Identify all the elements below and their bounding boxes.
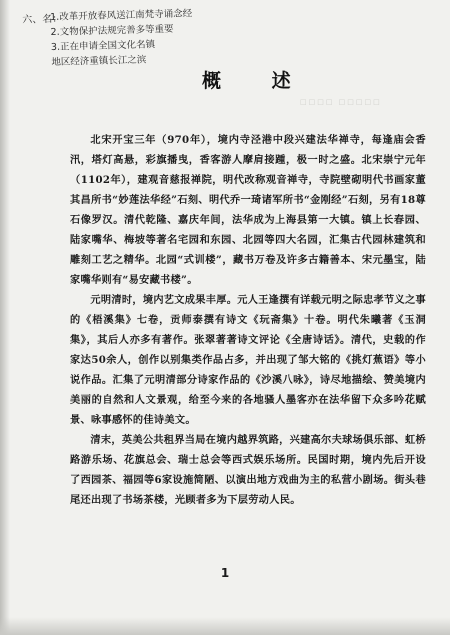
scan-edge-shadow — [0, 0, 10, 635]
handwritten-line-4: 地区经济重镇长江之滨 — [51, 54, 147, 68]
scan-bottom-shadow — [0, 617, 450, 635]
paragraph-2: 元明清时，境内艺文成果丰厚。元人王逢撰有详载元明之际忠孝节义之事的《梧溪集》七卷，贡师泰撰有诗文《玩斋集》十卷。明代朱曦著《玉洞集》，其后人亦多有著作。张翠著著诗文评论《全唐诗话》。清代，史载的作家达50余人，创作以别集类作品占多，并出现了邹大铭的《挑灯蕉语》等小说作品。汇集了元明清部分诗家作品的《沙溪八咏》，诗尽地描绘、赞美境内美丽的自然和人文景观，给至今来的各地骚人墨客亦在法华留下众多吟花赋景、咏事感怀的佳诗美文。 — [70, 294, 426, 426]
handwritten-line-2: 2.文物保护法规完善多等重要 — [50, 23, 174, 38]
page-title: 概 述 — [202, 70, 313, 92]
paragraph-1: 北宋开宝三年（970年），境内寺泾港中段兴建法华禅寺，每逢庙会香汛，塔灯高悬，彩旗播曳，香客游人摩肩接踵，极一时之盛。北宋崇宁元年（1102年），建观音慈报禅院，明代改称观音禅寺，寺院壁砌明代书画家董其昌所书“妙莲法华经”石刻、明代乔一琦诸军所书“金刚经”石刻，另有18尊石像罗汉。清代乾隆、嘉庆年间，法华成为上海县第一大镇。镇上长春园、陆家嘴华、梅坡等著名宅园和东园、北园等四大名园，汇集古代园林建筑和雕刻工艺之精华。北园“式训楼”，藏书万卷及许多古籍善本、宋元墨宝，陆家嘴华则有“易安藏书楼”。 — [70, 134, 426, 286]
paragraph-3: 清末，英美公共租界当局在境内越界筑路，兴建高尔夫球场俱乐部、虹桥路游乐场、花旗总会、瑞士总会等西式娱乐场所。民国时期，境内先后开设了西园茶、福园等6家设施简陋、以演出地方戏曲为主的私营小剧场。街头巷尾还出现了书场茶楼，光顾者多为下层劳动人民。 — [70, 434, 426, 506]
handwritten-line-1: 1.改革开放春风送江南梵寺诵念经 — [50, 8, 193, 23]
handwritten-tag: 六、名： — [22, 13, 63, 26]
handwritten-annotation — [22, 4, 291, 70]
bleed-through-text: □□□□ □□□□□ — [300, 98, 382, 106]
handwritten-line-3: 3.正在申请全国文化名镇 — [50, 39, 156, 53]
page-number: 1 — [220, 566, 230, 580]
body-text — [70, 130, 426, 510]
